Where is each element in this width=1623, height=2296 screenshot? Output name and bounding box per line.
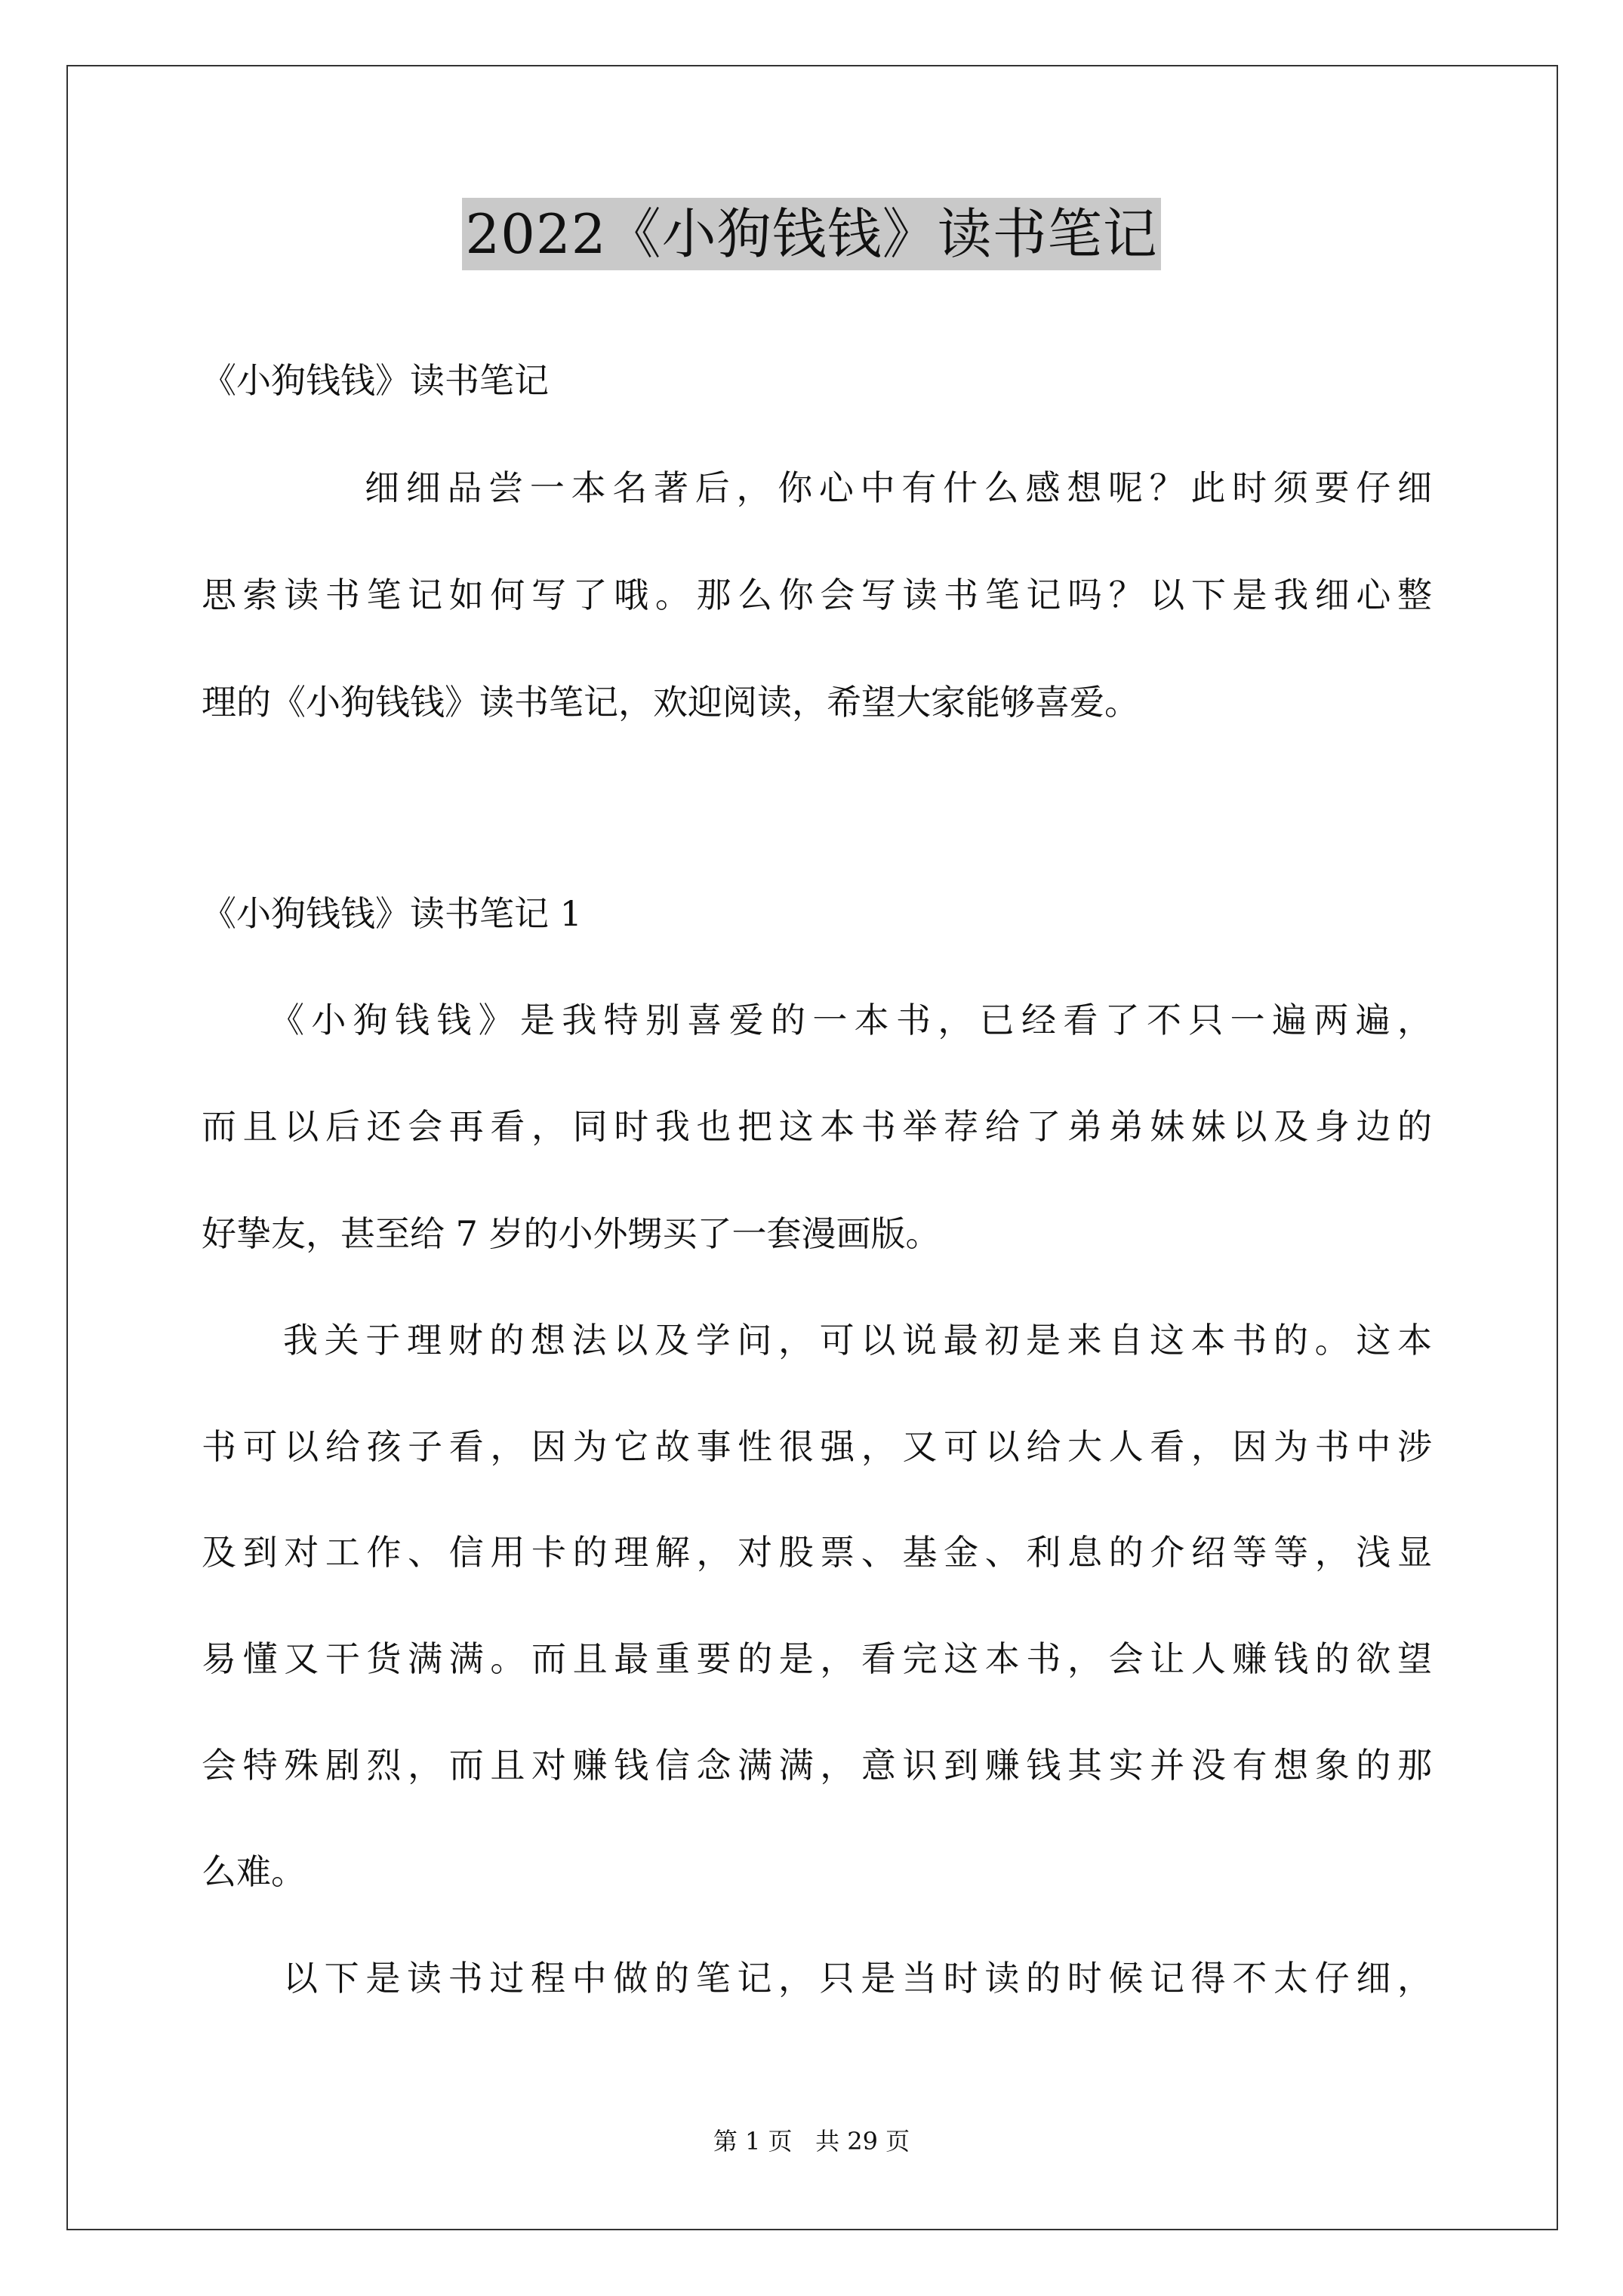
- paragraph-line: 好挚友，甚至给 7 岁的小外甥买了一套漫画版。: [202, 1213, 941, 1254]
- document-title: 2022《小狗钱钱》读书笔记: [462, 198, 1160, 270]
- paragraph-line: 及到对工作、信用卡的理解，对股票、基金、利息的介绍等等，浅显: [202, 1532, 1432, 1573]
- paragraph-line: 以下是读书过程中做的笔记，只是当时读的时候记得不太仔细，: [283, 1958, 1432, 1999]
- intro-heading: 《小狗钱钱》读书笔记: [202, 360, 549, 401]
- page-footer: 第 1 页 共 29 页: [713, 2127, 910, 2156]
- paragraph-line: 会特殊剧烈，而且对赚钱信念满满，意识到赚钱其实并没有想象的那: [202, 1745, 1432, 1786]
- paragraph-line: 理的《小狗钱钱》读书笔记，欢迎阅读，希望大家能够喜爱。: [202, 682, 1139, 723]
- paragraph-line: 《小狗钱钱》是我特别喜爱的一本书，已经看了不只一遍两遍，: [269, 1000, 1432, 1040]
- paragraph-line: 我关于理财的想法以及学问，可以说最初是来自这本书的。这本: [283, 1320, 1432, 1361]
- paragraph-line: 易懂又干货满满。而且最重要的是，看完这本书，会让人赚钱的欲望: [202, 1638, 1432, 1679]
- paragraph-line: 思索读书笔记如何写了哦。那么你会写读书笔记吗？以下是我细心整: [202, 575, 1432, 615]
- section-heading: 《小狗钱钱》读书笔记 1: [202, 893, 582, 934]
- paragraph-line: 么难。: [202, 1851, 306, 1892]
- title-container: [0, 198, 1623, 270]
- paragraph-line: 细细品尝一本名著后，你心中有什么感想呢？此时须要仔细: [365, 467, 1432, 508]
- paragraph-line: 而且以后还会再看，同时我也把这本书举荐给了弟弟妹妹以及身边的: [202, 1106, 1432, 1147]
- paragraph-line: 书可以给孩子看，因为它故事性很强，又可以给大人看，因为书中涉: [202, 1426, 1432, 1467]
